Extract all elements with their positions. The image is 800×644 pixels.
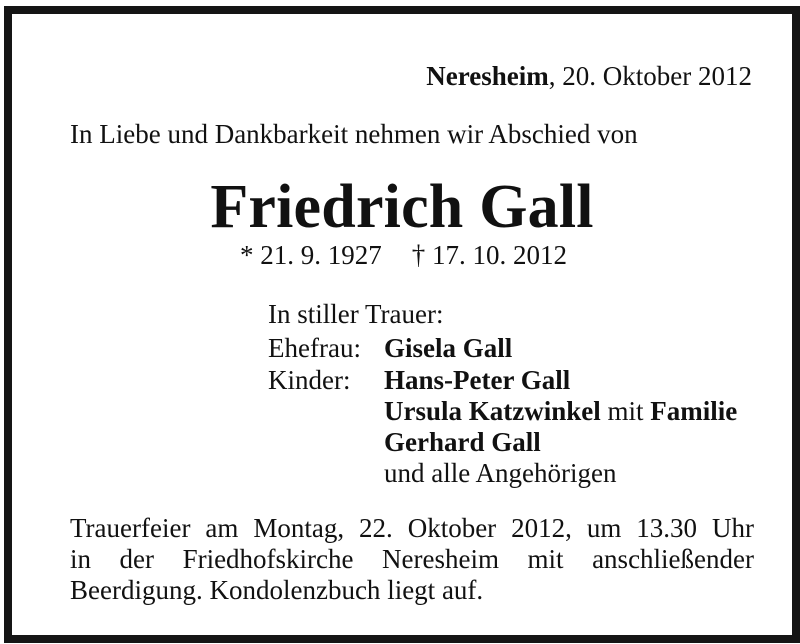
service-line-1 bbox=[70, 513, 754, 544]
birth-date: 21. 9. 1927 bbox=[260, 240, 382, 270]
service-word: mit bbox=[527, 544, 564, 574]
intro-text: In Liebe und Dankbarkeit nehmen wir Abschied von bbox=[70, 119, 638, 149]
child-name: Ursula Katzwinkel bbox=[384, 396, 601, 426]
service-word: der bbox=[119, 544, 155, 574]
birth-symbol: * bbox=[240, 240, 254, 270]
child-entry bbox=[384, 395, 737, 427]
service-word: Friedhofskirche bbox=[182, 544, 354, 574]
obituary-notice bbox=[4, 6, 800, 643]
death-date: 17. 10. 2012 bbox=[432, 240, 567, 270]
children-label: Kinder: bbox=[268, 365, 351, 395]
service-word: 13.30 bbox=[636, 513, 698, 543]
service-word: 22. bbox=[359, 513, 393, 543]
service-word: in bbox=[70, 544, 92, 574]
spouse-label: Ehefrau: bbox=[268, 333, 361, 363]
service-word: auf. bbox=[441, 575, 484, 605]
service-line-3 bbox=[70, 575, 754, 606]
service-word: 2012, bbox=[511, 513, 572, 543]
service-word: Kondolenzbuch bbox=[209, 575, 381, 605]
service-word: Oktober bbox=[407, 513, 497, 543]
child-name: Gerhard Gall bbox=[384, 427, 541, 457]
dateline-place: Neresheim bbox=[426, 61, 549, 91]
child-suffix: Familie bbox=[650, 396, 738, 426]
child-name: Hans-Peter Gall bbox=[384, 365, 571, 395]
deceased-name: Friedrich Gall bbox=[210, 173, 594, 241]
service-word: liegt bbox=[387, 575, 436, 605]
death-symbol: † bbox=[411, 240, 426, 270]
service-word: Montag, bbox=[253, 513, 345, 543]
service-word: Uhr bbox=[711, 513, 754, 543]
dateline bbox=[426, 60, 752, 92]
dateline-date: , 20. Oktober 2012 bbox=[548, 61, 752, 91]
service-word: Trauerfeier bbox=[70, 513, 191, 543]
relatives-text: und alle Angehörigen bbox=[384, 458, 617, 488]
child-connector: mit bbox=[600, 396, 651, 426]
service-word: anschließender bbox=[592, 544, 754, 574]
service-word: Beerdigung. bbox=[70, 575, 203, 605]
life-dates bbox=[240, 239, 567, 271]
service-word: Neresheim bbox=[382, 544, 499, 574]
service-line-2 bbox=[70, 544, 754, 575]
spouse-name: Gisela Gall bbox=[384, 333, 513, 363]
service-word: am bbox=[205, 513, 239, 543]
service-word: um bbox=[586, 513, 622, 543]
mourning-heading: In stiller Trauer: bbox=[268, 299, 444, 329]
